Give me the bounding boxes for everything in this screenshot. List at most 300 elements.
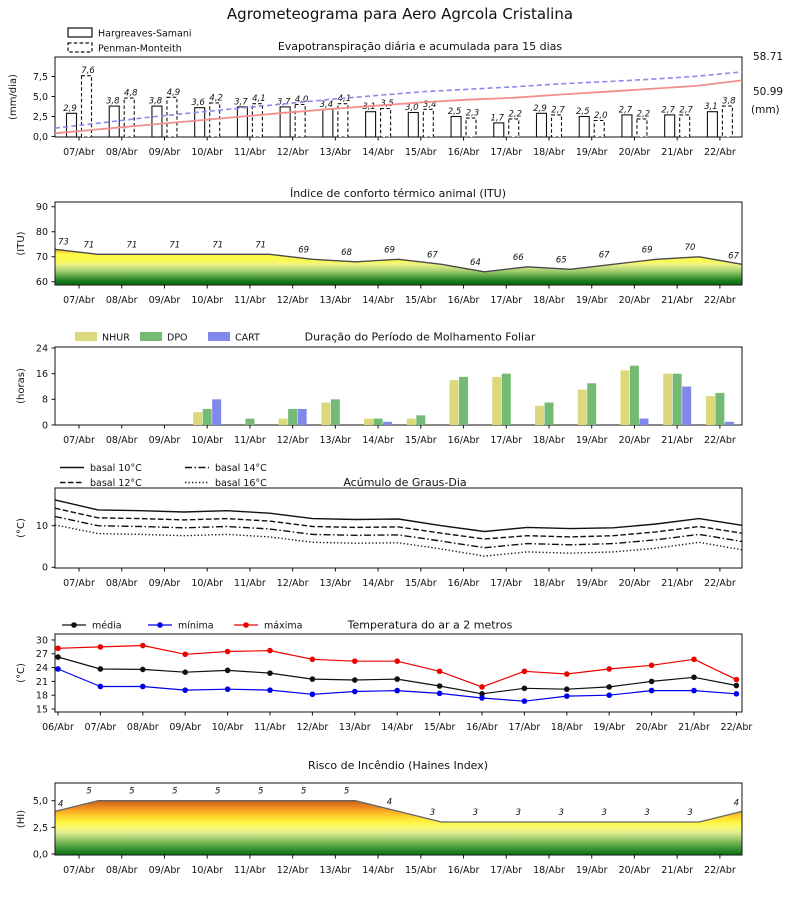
x-tick-label: 21/Abr xyxy=(661,865,694,876)
point-value-label: 3 xyxy=(601,808,607,819)
x-tick-label: 13/Abr xyxy=(338,722,371,733)
x-tick-label: 19/Abr xyxy=(575,578,608,589)
point-value-label: 4 xyxy=(58,799,64,810)
x-tick-label: 20/Abr xyxy=(618,865,651,876)
x-tick-label: 15/Abr xyxy=(423,722,456,733)
y-axis-title: (°C) xyxy=(16,663,27,683)
x-tick-label: 08/Abr xyxy=(105,865,138,876)
point-value-label: 5 xyxy=(343,786,350,797)
point-value-label: 67 xyxy=(728,251,739,262)
bar-value-label: 3,5 xyxy=(380,99,394,109)
x-tick-label: 21/Abr xyxy=(661,435,694,446)
x-tick-label: 16/Abr xyxy=(447,295,480,306)
bar-hargreaves xyxy=(622,115,632,137)
panel-degree-days xyxy=(16,463,742,589)
panel-thermal-comfort-itu xyxy=(16,187,742,306)
bar-nhur xyxy=(450,380,459,425)
bar-value-label: 1,7 xyxy=(490,113,505,124)
x-tick-label: 20/Abr xyxy=(618,295,651,306)
panel-fire-risk-haines xyxy=(16,759,742,876)
bar-value-label: 2,2 xyxy=(508,109,523,120)
temp-marker xyxy=(225,649,231,655)
bar-nhur xyxy=(364,419,373,425)
legend-label-hargreaves: Hargreaves-Samani xyxy=(98,28,192,40)
x-tick-label: 10/Abr xyxy=(191,295,224,306)
bar-value-label: 4,8 xyxy=(123,88,138,99)
bar-hargreaves xyxy=(494,123,504,137)
bar-hargreaves xyxy=(579,117,589,138)
panel-title: Duração do Período de Molhamento Foliar xyxy=(304,330,536,344)
panel-title: Evapotranspiração diária e acumulada para 15 dias xyxy=(277,40,563,53)
temp-marker xyxy=(98,684,104,690)
bar-value-label: 2,7 xyxy=(679,105,693,116)
x-tick-label: 10/Abr xyxy=(191,578,224,589)
x-tick-label: 08/Abr xyxy=(105,435,138,446)
legend-label-cart: CART xyxy=(235,332,260,344)
bar-hargreaves xyxy=(152,106,162,137)
x-tick-label: 15/Abr xyxy=(404,865,437,876)
plot-frame xyxy=(55,488,742,568)
y-tick-label: 8 xyxy=(41,394,48,406)
temp-marker xyxy=(394,688,400,694)
bar-nhur xyxy=(663,374,672,425)
x-tick-label: 16/Abr xyxy=(466,722,498,733)
bar-value-label: 2,2 xyxy=(636,109,651,120)
x-tick-label: 14/Abr xyxy=(362,147,394,158)
x-tick-label: 17/Abr xyxy=(490,578,523,589)
point-value-label: 71 xyxy=(126,240,138,251)
temp-marker xyxy=(310,676,316,682)
temp-marker xyxy=(606,684,612,690)
point-value-label: 4 xyxy=(733,798,739,809)
temp-marker xyxy=(352,689,358,695)
point-value-label: 69 xyxy=(641,245,653,256)
bar-value-label: 3,7 xyxy=(234,97,248,108)
x-tick-label: 13/Abr xyxy=(319,435,352,446)
panel-title: Risco de Incêndio (Haines Index) xyxy=(307,759,489,772)
point-value-label: 67 xyxy=(598,250,610,261)
legend-label-minima: mínima xyxy=(178,620,214,632)
bar-nhur xyxy=(620,370,629,425)
bar-dpo xyxy=(203,409,212,425)
x-tick-label: 13/Abr xyxy=(319,147,352,158)
x-tick-label: 15/Abr xyxy=(404,295,437,306)
temp-marker xyxy=(479,684,485,690)
temp-marker xyxy=(691,674,697,680)
x-tick-label: 18/Abr xyxy=(533,578,565,589)
x-tick-label: 09/Abr xyxy=(148,435,181,446)
bar-dpo xyxy=(502,374,511,425)
y-tick-label: 10 xyxy=(35,521,48,533)
x-tick-label: 14/Abr xyxy=(362,578,394,589)
x-tick-label: 15/Abr xyxy=(404,147,437,158)
bar-penman xyxy=(252,104,262,137)
bar-penman xyxy=(680,115,690,137)
x-tick-label: 11/Abr xyxy=(234,578,266,589)
point-value-label: 3 xyxy=(687,808,693,819)
temp-marker xyxy=(437,683,443,689)
y-tick-label: 27 xyxy=(35,649,48,661)
x-tick-label: 18/Abr xyxy=(533,865,565,876)
temp-marker xyxy=(437,668,443,674)
x-tick-label: 17/Abr xyxy=(490,147,523,158)
bar-value-label: 2,9 xyxy=(63,103,77,114)
bar-penman xyxy=(551,115,561,137)
temp-marker xyxy=(140,684,146,690)
temp-marker xyxy=(734,683,740,689)
bar-value-label: 3,1 xyxy=(704,102,718,113)
bar-value-label: 4,9 xyxy=(166,87,181,98)
temp-marker xyxy=(691,688,697,694)
bar-value-label: 4,0 xyxy=(294,95,309,105)
temp-marker xyxy=(479,695,485,701)
plot-frame xyxy=(55,347,742,425)
bar-value-label: 2,7 xyxy=(551,105,565,116)
x-tick-label: 11/Abr xyxy=(234,147,266,158)
temp-marker xyxy=(182,651,188,657)
y-tick-label: 2,5 xyxy=(32,822,48,834)
x-tick-label: 11/Abr xyxy=(234,435,266,446)
x-tick-label: 08/Abr xyxy=(105,295,138,306)
x-tick-label: 22/Abr xyxy=(720,722,753,733)
temp-marker xyxy=(522,668,528,674)
bar-value-label: 3,8 xyxy=(148,96,163,107)
temp-marker xyxy=(352,677,358,683)
bar-penman xyxy=(167,97,177,137)
panel-title: Temperatura do ar a 2 metros xyxy=(347,618,513,632)
temp-marker xyxy=(225,686,231,692)
bar-value-label: 3,4 xyxy=(319,99,334,110)
bar-value-label: 4,2 xyxy=(209,93,223,104)
temp-marker xyxy=(734,677,740,683)
legend-marker xyxy=(243,622,249,628)
point-value-label: 3 xyxy=(644,808,650,819)
legend-swatch-hargreaves xyxy=(68,28,92,37)
temp-marker xyxy=(606,666,612,672)
x-tick-label: 14/Abr xyxy=(362,435,394,446)
bar-dpo xyxy=(544,403,553,425)
bar-value-label: 4,1 xyxy=(337,94,352,105)
x-tick-label: 11/Abr xyxy=(234,295,266,306)
temp-marker xyxy=(564,686,570,692)
y-tick-label: 0,0 xyxy=(32,849,48,861)
legend-label-nhur: NHUR xyxy=(102,332,130,344)
point-value-label: 69 xyxy=(384,245,395,256)
bar-penman xyxy=(466,118,476,137)
bar-dpo xyxy=(630,366,639,425)
bar-value-label: 7,6 xyxy=(81,66,95,77)
x-tick-label: 07/Abr xyxy=(63,578,95,589)
y-tick-label: 60 xyxy=(35,277,48,289)
bar-hargreaves xyxy=(366,112,376,137)
x-tick-label: 12/Abr xyxy=(296,722,329,733)
y-tick-label: 16 xyxy=(35,369,48,381)
bar-dpo xyxy=(715,393,724,425)
temp-marker xyxy=(55,654,61,660)
x-tick-label: 19/Abr xyxy=(593,722,626,733)
temp-marker xyxy=(649,663,655,669)
legend-swatch-penman xyxy=(68,43,92,52)
x-tick-label: 18/Abr xyxy=(550,722,583,733)
x-tick-label: 14/Abr xyxy=(362,295,394,306)
y-tick-label: 0 xyxy=(41,420,48,432)
temp-marker xyxy=(55,645,61,651)
point-value-label: 64 xyxy=(469,257,481,268)
x-tick-label: 18/Abr xyxy=(533,147,565,158)
degree-day-line xyxy=(55,508,742,539)
temp-marker xyxy=(352,658,358,664)
temp-marker xyxy=(140,667,146,673)
x-tick-label: 06/Abr xyxy=(42,722,74,733)
x-tick-label: 07/Abr xyxy=(84,722,117,733)
x-tick-label: 07/Abr xyxy=(63,295,95,306)
temp-marker xyxy=(649,679,655,685)
bar-penman xyxy=(423,109,433,137)
point-value-label: 66 xyxy=(512,252,524,263)
x-tick-label: 19/Abr xyxy=(575,865,608,876)
bar-hargreaves xyxy=(707,112,717,137)
temp-marker xyxy=(437,691,443,697)
temp-marker xyxy=(98,644,104,650)
temp-marker xyxy=(55,666,61,672)
x-tick-label: 21/Abr xyxy=(661,578,694,589)
bar-hargreaves xyxy=(237,107,247,137)
bar-nhur xyxy=(578,390,587,425)
y-tick-label: 24 xyxy=(35,663,48,674)
x-tick-label: 07/Abr xyxy=(63,147,95,158)
bar-dpo xyxy=(245,419,254,425)
point-value-label: 67 xyxy=(427,250,438,261)
x-tick-label: 21/Abr xyxy=(661,295,694,306)
legend-marker xyxy=(71,622,77,628)
x-tick-label: 12/Abr xyxy=(276,295,309,306)
point-value-label: 3 xyxy=(429,808,436,819)
legend-swatch-nhur xyxy=(75,332,97,341)
degree-day-line xyxy=(55,517,742,548)
point-value-label: 3 xyxy=(515,808,522,819)
x-tick-label: 20/Abr xyxy=(635,722,668,733)
bar-hargreaves xyxy=(323,109,333,137)
bar-nhur xyxy=(535,406,544,425)
legend-marker xyxy=(157,622,163,628)
x-tick-label: 20/Abr xyxy=(618,435,651,446)
bar-cart xyxy=(639,419,648,425)
x-tick-label: 12/Abr xyxy=(276,147,309,158)
y-tick-label: 24 xyxy=(35,343,48,355)
bar-penman xyxy=(295,105,305,138)
temp-marker xyxy=(310,657,316,663)
bar-hargreaves xyxy=(280,107,290,137)
temp-marker xyxy=(225,668,231,674)
point-value-label: 71 xyxy=(83,240,95,251)
x-tick-label: 09/Abr xyxy=(148,295,181,306)
bar-hargreaves xyxy=(408,113,418,138)
x-tick-label: 12/Abr xyxy=(276,865,309,876)
legend-label-basal: basal 12°C xyxy=(90,477,142,489)
bar-nhur xyxy=(492,377,501,425)
y-tick-label: 70 xyxy=(35,252,48,264)
bar-dpo xyxy=(673,374,682,425)
x-tick-label: 15/Abr xyxy=(404,578,437,589)
bar-cart xyxy=(725,422,734,425)
panel-title: Índice de conforto térmico animal (ITU) xyxy=(289,187,507,200)
legend-label-basal: basal 10°C xyxy=(90,462,142,474)
x-tick-label: 16/Abr xyxy=(447,435,480,446)
x-tick-label: 09/Abr xyxy=(148,865,181,876)
y-tick-label: 0 xyxy=(41,562,48,574)
x-tick-label: 16/Abr xyxy=(447,147,480,158)
temp-marker xyxy=(182,687,188,693)
x-tick-label: 09/Abr xyxy=(148,578,181,589)
point-value-label: 69 xyxy=(298,245,310,256)
bar-penman xyxy=(509,119,519,137)
bar-value-label: 3,8 xyxy=(722,96,736,107)
bar-penman xyxy=(82,76,92,137)
temp-marker xyxy=(522,686,528,692)
bar-penman xyxy=(594,121,604,138)
temp-marker xyxy=(691,657,697,663)
temp-marker xyxy=(267,648,273,654)
bar-cart xyxy=(298,409,307,425)
panel-air-temperature xyxy=(16,619,752,734)
x-tick-label: 19/Abr xyxy=(575,147,608,158)
y-tick-label: 21 xyxy=(35,676,48,688)
temp-marker xyxy=(564,693,570,699)
x-tick-label: 19/Abr xyxy=(575,435,608,446)
temp-marker xyxy=(310,691,316,697)
point-value-label: 71 xyxy=(212,240,224,251)
point-value-label: 65 xyxy=(555,255,567,266)
point-value-label: 71 xyxy=(169,240,181,251)
y-axis-title: (ITU) xyxy=(16,231,27,256)
main-title: Agrometeograma para Aero Agrcola Cristalina xyxy=(226,5,574,23)
x-tick-label: 21/Abr xyxy=(661,147,694,158)
penman-total-label: 58.71 xyxy=(753,51,784,63)
bar-dpo xyxy=(587,383,596,425)
temp-marker xyxy=(267,687,273,693)
bar-dpo xyxy=(416,415,425,425)
x-tick-label: 22/Abr xyxy=(704,435,736,446)
y-tick-label: 30 xyxy=(35,635,48,647)
y-tick-label: 15 xyxy=(35,704,48,716)
bar-hargreaves xyxy=(665,115,675,137)
x-tick-label: 14/Abr xyxy=(362,865,394,876)
bar-value-label: 2,5 xyxy=(447,107,462,117)
legend-swatch-dpo xyxy=(140,332,162,341)
bar-value-label: 2,7 xyxy=(661,105,675,116)
x-tick-label: 22/Abr xyxy=(704,578,736,589)
bar-value-label: 4,1 xyxy=(252,94,266,105)
x-tick-label: 18/Abr xyxy=(533,295,565,306)
y-axis-title: (HI) xyxy=(16,809,27,829)
x-tick-label: 17/Abr xyxy=(490,295,523,306)
legend-label-dpo: DPO xyxy=(167,332,188,344)
x-tick-label: 11/Abr xyxy=(254,722,286,733)
x-tick-label: 20/Abr xyxy=(618,147,651,158)
panel-title: Acúmulo de Graus-Dia xyxy=(343,476,467,489)
x-tick-label: 09/Abr xyxy=(169,722,202,733)
y-tick-label: 18 xyxy=(35,690,48,702)
right-axis-unit: (mm) xyxy=(751,104,780,116)
legend-label-penman: Penman-Monteith xyxy=(98,43,182,55)
x-tick-label: 16/Abr xyxy=(447,578,480,589)
x-tick-label: 22/Abr xyxy=(704,147,736,158)
bar-cart xyxy=(212,399,221,425)
point-value-label: 5 xyxy=(172,786,178,797)
temp-marker xyxy=(98,666,104,672)
temp-marker xyxy=(140,643,146,649)
panel-evapotranspiration xyxy=(8,28,783,158)
x-tick-label: 22/Abr xyxy=(704,865,736,876)
temp-marker xyxy=(182,669,188,675)
bar-value-label: 3,8 xyxy=(105,96,120,107)
bar-dpo xyxy=(331,399,340,425)
temp-marker xyxy=(394,658,400,664)
y-tick-label: 0,0 xyxy=(32,131,48,143)
point-value-label: 5 xyxy=(215,786,221,797)
bar-dpo xyxy=(288,409,297,425)
x-tick-label: 13/Abr xyxy=(319,578,352,589)
point-value-label: 71 xyxy=(255,240,267,251)
x-tick-label: 07/Abr xyxy=(63,865,95,876)
bar-nhur xyxy=(407,419,416,425)
legend-label-basal: basal 14°C xyxy=(215,462,267,474)
bar-penman xyxy=(722,106,732,137)
y-axis-title: (°C) xyxy=(16,518,27,538)
point-value-label: 3 xyxy=(472,808,479,819)
point-value-label: 5 xyxy=(257,786,264,797)
point-value-label: 5 xyxy=(86,786,92,797)
temp-marker xyxy=(394,676,400,682)
bar-value-label: 3,6 xyxy=(191,98,205,109)
x-tick-label: 08/Abr xyxy=(105,147,138,158)
x-tick-label: 15/Abr xyxy=(404,435,437,446)
x-tick-label: 10/Abr xyxy=(211,722,244,733)
temp-marker xyxy=(267,670,273,676)
x-tick-label: 18/Abr xyxy=(533,435,565,446)
point-value-label: 70 xyxy=(684,242,696,253)
temp-marker xyxy=(606,692,612,698)
x-tick-label: 17/Abr xyxy=(490,865,523,876)
bar-value-label: 2,0 xyxy=(593,111,608,121)
point-value-label: 4 xyxy=(386,797,393,808)
point-value-label: 73 xyxy=(58,237,69,248)
x-tick-label: 16/Abr xyxy=(447,865,480,876)
y-tick-label: 5,0 xyxy=(32,796,48,808)
plot-frame xyxy=(55,634,742,712)
y-tick-label: 80 xyxy=(35,227,48,239)
temp-marker xyxy=(522,698,528,704)
bar-hargreaves xyxy=(536,113,546,137)
bar-value-label: 2,3 xyxy=(465,108,480,119)
area-fill xyxy=(55,801,742,855)
bar-value-label: 3,7 xyxy=(276,97,291,108)
x-tick-label: 10/Abr xyxy=(191,147,224,158)
y-tick-label: 7,5 xyxy=(32,71,48,83)
bar-nhur xyxy=(706,396,715,425)
x-tick-label: 14/Abr xyxy=(381,722,414,733)
bar-nhur xyxy=(321,403,330,425)
temp-marker xyxy=(734,691,740,697)
degree-day-line xyxy=(55,525,742,556)
x-tick-label: 19/Abr xyxy=(575,295,608,306)
y-tick-label: 5,0 xyxy=(32,91,48,103)
point-value-label: 5 xyxy=(300,786,307,797)
bar-value-label: 3,0 xyxy=(405,103,419,113)
bar-dpo xyxy=(374,419,383,425)
x-tick-label: 08/Abr xyxy=(126,722,159,733)
point-value-label: 3 xyxy=(558,808,564,819)
